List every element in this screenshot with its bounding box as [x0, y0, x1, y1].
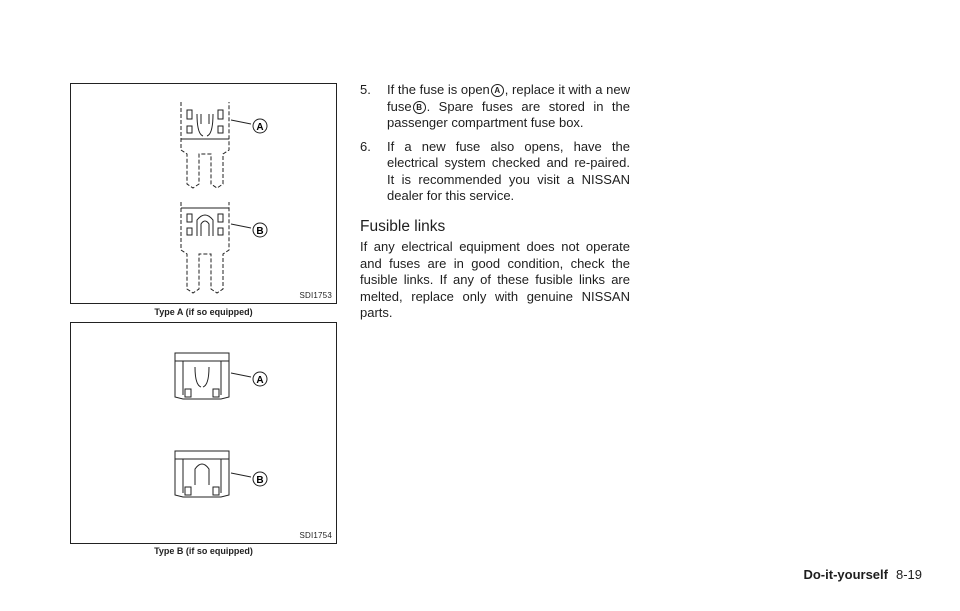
figure-type-a	[70, 83, 337, 304]
footer-section: Do-it-yourself	[803, 567, 888, 582]
section-title: Fusible links	[360, 217, 446, 235]
fuse-type-a-illustration	[71, 84, 338, 305]
page-footer	[803, 567, 922, 582]
instructions-column	[360, 82, 630, 322]
label-b: B	[256, 475, 264, 486]
step-number: 6.	[360, 138, 371, 154]
page-number: 8-19	[895, 567, 922, 582]
step-text: If a new fuse also opens, have the electrical system checked and re-paired. It is recommended you visit a NISSAN dealer for this service.	[387, 138, 630, 203]
label-b: B	[256, 226, 264, 237]
section-body: If any electrical equipment does not operate and fuses are in good condition, check the fusible links. If any of these fusible links are melted, replace only with genuine NISSAN parts.	[360, 239, 630, 320]
figure-type-b	[70, 322, 337, 544]
step-text: . Spare fuses are stored in the passenger compartment fuse box.	[387, 98, 630, 130]
step-6	[360, 139, 630, 205]
step-5	[360, 82, 630, 132]
step-text: If the fuse is open	[387, 82, 490, 97]
fuse-type-b-illustration	[71, 323, 338, 545]
step-text: , replace it with a new fuse	[387, 82, 631, 114]
figure-caption: Type A (if so equipped)	[154, 307, 253, 317]
figure-code: SDI1753	[299, 291, 332, 300]
step-number: 5.	[360, 82, 371, 97]
figure-caption: Type B (if so equipped)	[154, 546, 253, 556]
circled-label-b: B	[413, 101, 426, 114]
label-a: A	[256, 375, 264, 386]
figure-code: SDI1754	[299, 531, 332, 540]
circled-label-a: A	[491, 84, 504, 97]
label-a: A	[256, 122, 264, 133]
